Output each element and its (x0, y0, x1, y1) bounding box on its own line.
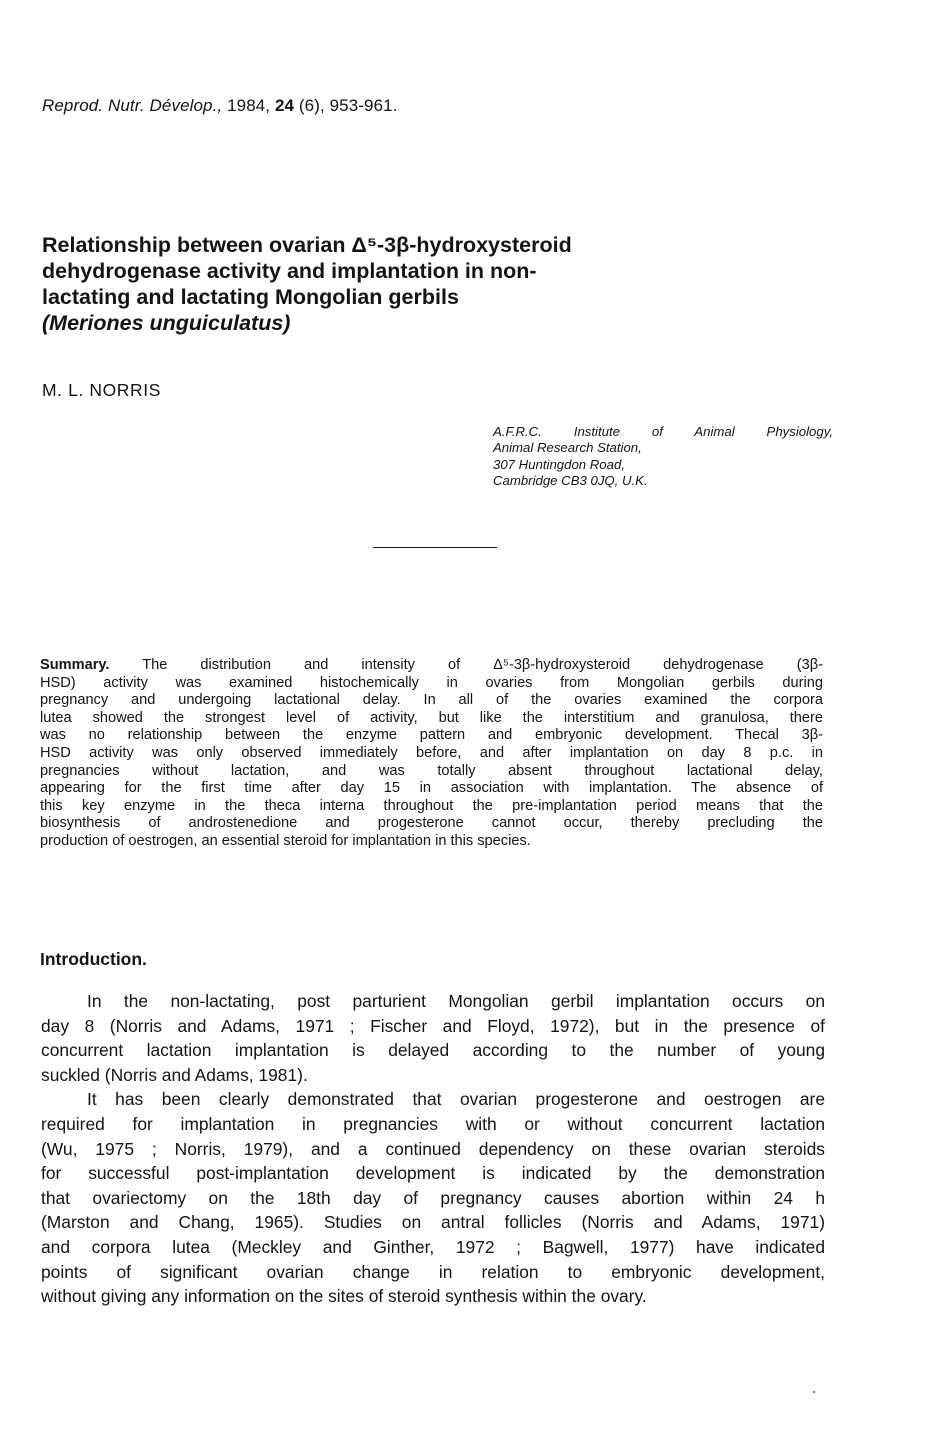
introduction-body (41, 989, 825, 1309)
intro-line: for successful post-implantation development is indicated by the demonstration (41, 1163, 825, 1184)
intro-line: (Wu, 1975 ; Norris, 1979), and a continued dependency on these ovarian steroids (41, 1138, 825, 1159)
summary-line: lutea showed the strongest level of activity, but like the interstitium and granulosa, there (40, 709, 823, 726)
intro-line: and corpora lutea (Meckley and Ginther, 1972 ; Bagwell, 1977) have indicated (41, 1236, 825, 1257)
intro-line: In the non-lactating, post parturient Mongolian gerbil implantation occurs on (87, 991, 825, 1011)
summary-label: Summary. (40, 657, 110, 673)
journal-year: 1984, (227, 96, 271, 115)
summary-line: HSD) activity was examined histochemically in ovaries from Mongolian gerbils during (40, 674, 823, 691)
introduction-heading: Introduction. (40, 949, 147, 969)
summary-line: pregnancies without lactation, and was totally absent throughout lactational delay, (40, 762, 823, 779)
section-divider (373, 547, 497, 548)
summary-line: appearing for the first time after day 15 in association with implantation. The absence of (40, 780, 823, 797)
journal-name: Reprod. Nutr. Dévelop., (42, 96, 223, 115)
intro-line: required for implantation in pregnancies with or without concurrent lactation (41, 1113, 825, 1134)
article-title (42, 232, 762, 336)
journal-volume: 24 (274, 96, 295, 115)
intro-line: suckled (Norris and Adams, 1981). (41, 1064, 308, 1085)
title-line: lactating and lactating Mongolian gerbils (42, 285, 459, 309)
scan-speck (813, 1391, 815, 1393)
summary-line: this key enzyme in the theca interna throughout the pre-implantation period means that the (40, 797, 823, 814)
intro-line: without giving any information on the sites of steroid synthesis within the ovary. (41, 1286, 647, 1307)
intro-line: that ovariectomy on the 18th day of pregnancy causes abortion within 24 h (41, 1187, 825, 1208)
author-affiliation (493, 424, 833, 490)
journal-issue-pages: (6), 953-961. (298, 96, 398, 115)
summary-block (40, 657, 823, 851)
author-name: M. L. NORRIS (42, 380, 162, 400)
title-species: (Meriones unguiculatus) (42, 311, 291, 335)
summary-line: biosynthesis of androstenedione and progesterone cannot occur, thereby precluding the (40, 815, 823, 832)
intro-line: points of significant ovarian change in relation to embryonic development, (41, 1261, 825, 1282)
summary-line (40, 657, 823, 675)
intro-line: It has been clearly demonstrated that ovarian progesterone and oestrogen are (87, 1089, 825, 1110)
summary-line: was no relationship between the enzyme pattern and embryonic development. Thecal 3β- (40, 727, 823, 744)
summary-first-line: The distribution and intensity of Δ⁵-3β-hydroxysteroid dehydrogenase (3β- (142, 657, 823, 673)
summary-line: pregnancy and undergoing lactational delay. In all of the ovaries examined the corpora (40, 692, 823, 709)
affiliation-line: A.F.R.C. Institute of Animal Physiology, (493, 424, 833, 439)
summary-line: HSD activity was only observed immediately before, and after implantation on day 8 p.c. in (40, 744, 823, 761)
journal-citation (42, 96, 398, 116)
title-line: dehydrogenase activity and implantation in non- (42, 259, 537, 283)
affiliation-line: Animal Research Station, (493, 440, 642, 456)
summary-line: production of oestrogen, an essential steroid for implantation in this species. (40, 832, 531, 849)
affiliation-line: Cambridge CB3 0JQ, U.K. (493, 473, 648, 489)
intro-line: day 8 (Norris and Adams, 1971 ; Fischer and Floyd, 1972), but in the presence of (41, 1015, 825, 1036)
title-line: Relationship between ovarian Δ⁵-3β-hydroxysteroid (42, 233, 572, 257)
intro-line: (Marston and Chang, 1965). Studies on antral follicles (Norris and Adams, 1971) (41, 1212, 825, 1233)
intro-line: concurrent lactation implantation is delayed according to the number of young (41, 1040, 825, 1061)
affiliation-line: 307 Huntingdon Road, (493, 456, 625, 472)
